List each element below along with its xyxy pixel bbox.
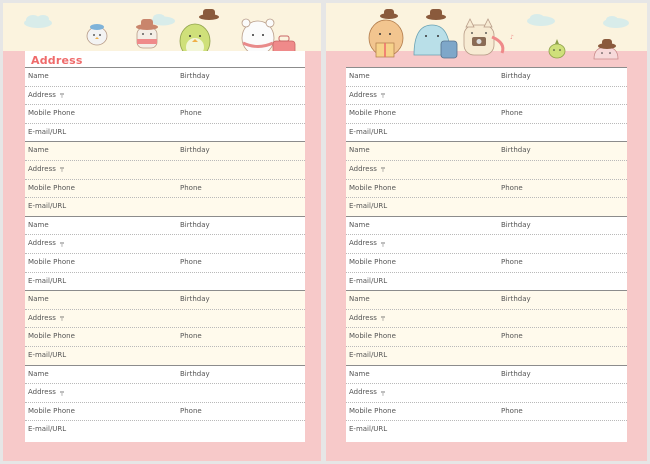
postal-mark: 〒 (59, 316, 66, 324)
email-url-label: E-mail/URL (349, 127, 388, 136)
phone-label: Phone (501, 406, 523, 415)
email-url-label: E-mail/URL (28, 127, 67, 136)
entry-field-row[interactable] (25, 366, 305, 385)
entry-field-row[interactable] (346, 142, 627, 161)
entry-field-row[interactable] (346, 291, 627, 310)
name-label: Name (28, 369, 49, 378)
entry-field-row[interactable] (346, 198, 627, 217)
birthday-label: Birthday (180, 220, 210, 229)
postal-mark: 〒 (380, 93, 387, 101)
entry-field-row[interactable] (25, 328, 305, 347)
entry-field-row[interactable] (346, 235, 627, 254)
address-entry (25, 216, 305, 290)
phone-label: Phone (180, 257, 202, 266)
mobile-phone-label: Mobile Phone (28, 109, 75, 118)
entry-field-row[interactable] (346, 328, 627, 347)
birthday-label: Birthday (180, 146, 210, 155)
entry-field-row[interactable] (25, 384, 305, 403)
entry-field-row[interactable] (346, 421, 627, 440)
entry-field-row[interactable] (25, 273, 305, 292)
name-label: Name (349, 72, 370, 80)
email-url-label: E-mail/URL (349, 276, 388, 285)
blue-character-with-hat-icon (414, 9, 457, 58)
postal-mark: 〒 (59, 390, 66, 398)
entry-field-row[interactable] (25, 421, 305, 440)
postal-mark: 〒 (59, 93, 66, 101)
birthday-label: Birthday (501, 146, 531, 155)
name-label: Name (28, 220, 49, 229)
birthday-label: Birthday (501, 72, 531, 80)
entry-field-row[interactable] (346, 105, 627, 124)
mobile-phone-label: Mobile Phone (28, 257, 75, 266)
entry-field-row[interactable] (25, 124, 305, 143)
entry-field-row[interactable] (25, 68, 305, 87)
phone-label: Phone (501, 257, 523, 266)
entry-field-row[interactable] (25, 198, 305, 217)
entry-field-row[interactable] (346, 310, 627, 329)
name-label: Name (28, 72, 49, 80)
right-address-sheet (346, 67, 627, 442)
entry-field-row[interactable] (25, 87, 305, 106)
email-url-label: E-mail/URL (28, 202, 67, 211)
email-url-label: E-mail/URL (349, 425, 388, 434)
left-page (3, 3, 321, 461)
entry-field-row[interactable] (25, 403, 305, 422)
entry-field-row[interactable] (25, 310, 305, 329)
email-url-label: E-mail/URL (349, 202, 388, 211)
entry-field-row[interactable] (25, 235, 305, 254)
entry-field-row[interactable] (346, 124, 627, 143)
name-label: Name (28, 295, 49, 304)
birthday-label: Birthday (180, 72, 210, 80)
phone-label: Phone (180, 332, 202, 341)
entry-field-row[interactable] (346, 68, 627, 87)
address-label: Address (28, 388, 56, 397)
name-label: Name (349, 220, 370, 229)
mobile-phone-label: Mobile Phone (28, 332, 75, 341)
mobile-phone-label: Mobile Phone (28, 183, 75, 192)
entry-field-row[interactable] (346, 217, 627, 236)
entry-field-row[interactable] (25, 105, 305, 124)
page-title: Address (31, 54, 83, 67)
email-url-label: E-mail/URL (349, 350, 388, 359)
name-label: Name (349, 146, 370, 155)
birthday-label: Birthday (501, 220, 531, 229)
entry-field-row[interactable] (346, 366, 627, 385)
address-label: Address (349, 313, 377, 322)
name-label: Name (349, 369, 370, 378)
entry-field-row[interactable] (25, 142, 305, 161)
mobile-phone-label: Mobile Phone (349, 332, 396, 341)
name-label: Name (28, 146, 49, 155)
right-page (326, 3, 647, 461)
entry-field-row[interactable] (346, 384, 627, 403)
mobile-phone-label: Mobile Phone (349, 257, 396, 266)
address-entry (346, 67, 627, 141)
mobile-phone-label: Mobile Phone (349, 183, 396, 192)
postal-mark: 〒 (380, 316, 387, 324)
mobile-phone-label: Mobile Phone (28, 406, 75, 415)
phone-label: Phone (501, 109, 523, 118)
address-entry (346, 216, 627, 290)
name-label: Name (349, 295, 370, 304)
postal-mark: 〒 (59, 241, 66, 249)
email-url-label: E-mail/URL (28, 276, 67, 285)
postal-mark: 〒 (59, 167, 66, 175)
birthday-label: Birthday (501, 369, 531, 378)
entry-field-row[interactable] (346, 403, 627, 422)
entry-field-row[interactable] (346, 347, 627, 366)
entry-field-row[interactable] (25, 291, 305, 310)
address-entry (25, 67, 305, 141)
address-label: Address (349, 90, 377, 99)
entry-field-row[interactable] (346, 161, 627, 180)
address-label: Address (28, 313, 56, 322)
birthday-label: Birthday (501, 295, 531, 304)
tonkatsu-character-with-gift-icon (369, 9, 403, 57)
address-label: Address (349, 239, 377, 248)
entry-field-row[interactable] (346, 180, 627, 199)
bottom-edge (3, 442, 321, 461)
address-label: Address (349, 388, 377, 397)
address-label: Address (28, 164, 56, 173)
phone-label: Phone (501, 332, 523, 341)
address-entry (346, 141, 627, 215)
bird-character-icon (87, 24, 107, 45)
phone-label: Phone (180, 109, 202, 118)
entry-field-row[interactable] (25, 217, 305, 236)
address-label: Address (28, 90, 56, 99)
entry-field-row[interactable] (346, 87, 627, 106)
email-url-label: E-mail/URL (28, 350, 67, 359)
phone-label: Phone (180, 183, 202, 192)
entry-field-row[interactable] (25, 180, 305, 199)
address-label: Address (349, 164, 377, 173)
postal-mark: 〒 (380, 390, 387, 398)
birthday-label: Birthday (180, 295, 210, 304)
entry-field-row[interactable] (346, 254, 627, 273)
cat-character-with-camera-icon (464, 19, 514, 55)
postal-mark: 〒 (380, 241, 387, 249)
postal-mark: 〒 (380, 167, 387, 175)
birthday-label: Birthday (180, 369, 210, 378)
right-header-illustration (326, 3, 647, 67)
svg-text:♪: ♪ (510, 34, 514, 41)
address-entry (25, 290, 305, 364)
small-green-character-icon (549, 39, 565, 58)
address-entry (25, 365, 305, 439)
entry-field-row[interactable] (25, 254, 305, 273)
mobile-phone-label: Mobile Phone (349, 109, 396, 118)
entry-field-row[interactable] (346, 273, 627, 292)
entry-field-row[interactable] (25, 161, 305, 180)
phone-label: Phone (501, 183, 523, 192)
entry-field-row[interactable] (25, 347, 305, 366)
phone-label: Phone (180, 406, 202, 415)
address-entry (346, 290, 627, 364)
address-entry (346, 365, 627, 439)
email-url-label: E-mail/URL (28, 425, 67, 434)
pink-slug-character-icon (594, 39, 618, 59)
left-address-sheet (25, 67, 305, 442)
bottom-edge (326, 442, 647, 461)
mobile-phone-label: Mobile Phone (349, 406, 396, 415)
address-entry (25, 141, 305, 215)
address-label: Address (28, 239, 56, 248)
